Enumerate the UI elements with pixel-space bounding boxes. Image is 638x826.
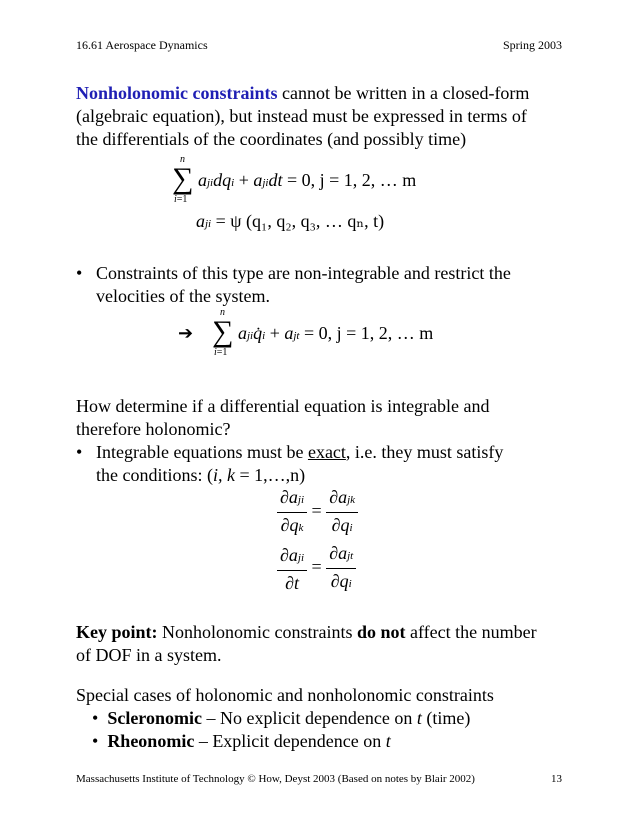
special-cases-intro: Special cases of holonomic and nonholonomic constraints bbox=[76, 685, 494, 705]
footer-credit: Massachusetts Institute of Technology © How, Deyst 2003 (Based on notes by Blair 2002) bbox=[76, 773, 475, 785]
list-item bbox=[92, 730, 572, 753]
question-line-1: How determine if a differential equation is integrable and bbox=[76, 396, 490, 416]
bullet-2-mark: • bbox=[76, 442, 83, 462]
intro-paragraph bbox=[76, 82, 576, 151]
sum-lower-limit: i=1 bbox=[174, 194, 188, 205]
scleronomic-tail: (time) bbox=[421, 708, 471, 728]
special-cases-list bbox=[92, 707, 572, 753]
eq2-rhs: = ψ (q₁, q₂, q₃, … qₙ, t) bbox=[215, 211, 385, 231]
bullet-2-line-2-post: = 1,…,n) bbox=[234, 465, 306, 485]
key-point-text-1: Nonholonomic constraints bbox=[157, 622, 357, 642]
sum2-terms: ajiq̇i + ajt = 0, j = 1, 2, … m bbox=[238, 323, 434, 343]
key-point-bold: do not bbox=[357, 622, 406, 642]
rheonomic-label: Rheonomic bbox=[107, 731, 195, 751]
condition-partial-t: $\frac{\text{∂aji}}{\partial t}$ = $\frac{\text{∂ajt}}{\partial qi}$ bbox=[277, 541, 356, 596]
frac-daji-dt: $\frac{\text{∂aji}}{\partial t}$ bbox=[277, 543, 307, 595]
bullet-2-post: , i.e. they must satisfy bbox=[345, 442, 504, 462]
sum-symbol: ∑ bbox=[172, 162, 194, 195]
term-label: Spring 2003 bbox=[502, 38, 562, 52]
equation-aji-psi: aji = ψ (q₁, q₂, q₃, … qₙ, t) bbox=[196, 211, 385, 231]
term-nonholonomic: Nonholonomic constraints bbox=[76, 83, 278, 103]
frac-dajk-dqi: $\frac{\text{∂ajk}}{\partial qi}$ bbox=[326, 485, 358, 540]
question-paragraph bbox=[76, 395, 576, 441]
scleronomic-text: – No explicit dependence on bbox=[201, 708, 417, 728]
sum2-symbol: ∑ bbox=[212, 315, 234, 348]
sum2-upper-limit: n bbox=[220, 307, 225, 318]
bullet-2-text bbox=[96, 441, 576, 487]
rheonomic-var: t bbox=[385, 731, 391, 751]
bullet-1-line-1: Constraints of this type are non-integrable and restrict the bbox=[96, 263, 511, 283]
bullet-1-text bbox=[96, 262, 576, 308]
list-item bbox=[92, 707, 572, 730]
bullet-2-line-2-pre: the conditions: ( bbox=[96, 465, 213, 485]
list-bullet: • bbox=[92, 708, 99, 728]
eq3-tail: = 0, j = 1, 2, … m bbox=[303, 323, 434, 343]
bullet-2-vars: i, k bbox=[212, 465, 235, 485]
scleronomic-var: t bbox=[416, 708, 422, 728]
eq1-tail: = 0, j = 1, 2, … m bbox=[286, 170, 417, 190]
sum2-lower-limit: i=1 bbox=[214, 347, 228, 358]
sum-terms: ajidqi + ajidt = 0, j = 1, 2, … m bbox=[198, 170, 417, 190]
implies-arrow-icon: ➔ bbox=[178, 323, 194, 343]
rheonomic-text: – Explicit dependence on bbox=[194, 731, 386, 751]
exact-underlined: exact bbox=[307, 442, 346, 462]
key-point-label: Key point: bbox=[76, 622, 158, 642]
course-title: 16.61 Aerospace Dynamics bbox=[76, 38, 208, 52]
intro-line-3: the differentials of the coordinates (and possibly time) bbox=[76, 129, 467, 149]
bullet-1-mark: • bbox=[76, 263, 83, 283]
key-point-line-2: of DOF in a system. bbox=[76, 645, 222, 665]
frac-dajt-dqi: $\frac{\text{∂ajt}}{\partial qi}$ bbox=[326, 541, 356, 596]
sum-upper-limit: n bbox=[180, 154, 185, 165]
list-bullet: • bbox=[92, 731, 99, 751]
bullet-1-line-2: velocities of the system. bbox=[96, 286, 270, 306]
intro-line-2: (algebraic equation), but instead must be expressed in terms of bbox=[76, 106, 527, 126]
intro-text-1: cannot be written in a closed-form bbox=[277, 83, 530, 103]
key-point-paragraph bbox=[76, 621, 576, 667]
condition-partial-qk: $\frac{\text{∂aji}}{\partial qk}$ = $\frac{\text{∂ajk}}{\partial qi}$ bbox=[277, 485, 358, 540]
key-point-text-2: affect the number bbox=[405, 622, 537, 642]
question-line-2: therefore holonomic? bbox=[76, 419, 231, 439]
page-number: 13 bbox=[551, 773, 562, 785]
scleronomic-label: Scleronomic bbox=[107, 708, 202, 728]
frac-daji-dqk: $\frac{\text{∂aji}}{\partial qk}$ bbox=[277, 485, 307, 540]
bullet-2-pre: Integrable equations must be bbox=[96, 442, 308, 462]
